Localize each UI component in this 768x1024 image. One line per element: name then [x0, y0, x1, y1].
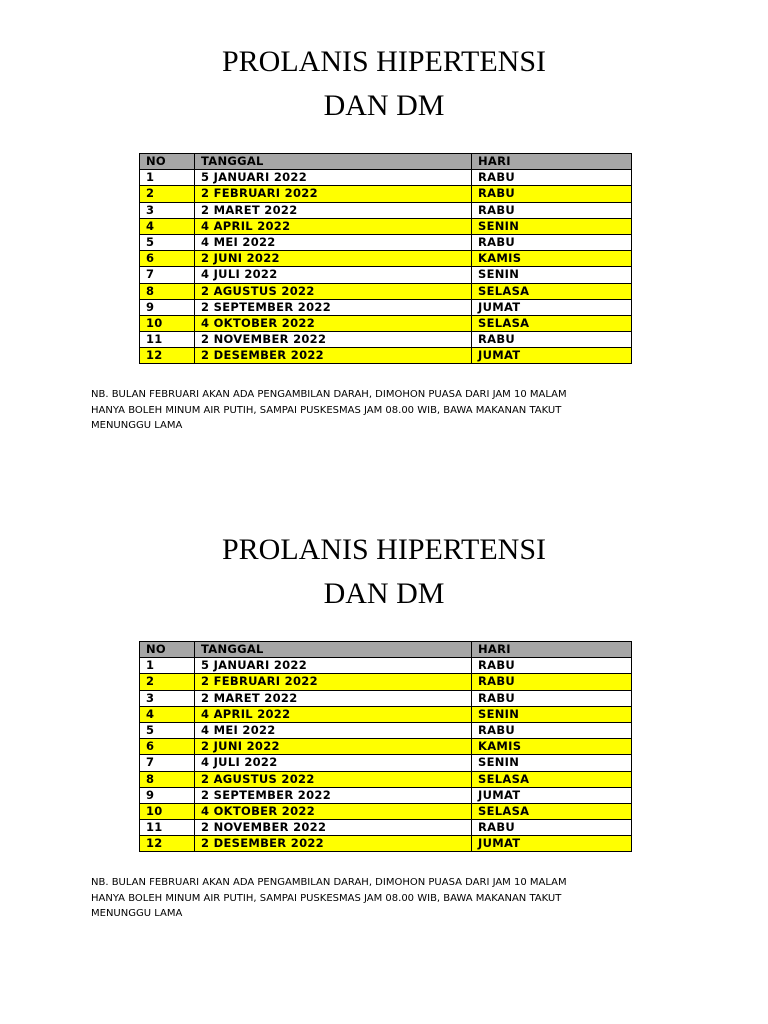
cell-hari: SELASA — [472, 283, 632, 299]
cell-no: 10 — [140, 803, 195, 819]
cell-no: 12 — [140, 836, 195, 852]
cell-no: 4 — [140, 218, 195, 234]
cell-tanggal: 2 DESEMBER 2022 — [195, 836, 472, 852]
cell-tanggal: 2 SEPTEMBER 2022 — [195, 787, 472, 803]
cell-tanggal: 2 MARET 2022 — [195, 202, 472, 218]
header-tanggal: TANGGAL — [195, 642, 472, 658]
cell-hari: JUMAT — [472, 787, 632, 803]
cell-no: 5 — [140, 234, 195, 250]
schedule-table — [139, 641, 632, 852]
cell-no: 9 — [140, 299, 195, 315]
note-text — [91, 875, 651, 922]
cell-no: 6 — [140, 251, 195, 267]
cell-hari: SENIN — [472, 267, 632, 283]
cell-hari: SELASA — [472, 803, 632, 819]
table-row — [140, 234, 632, 250]
table-row — [140, 820, 632, 836]
cell-hari: JUMAT — [472, 348, 632, 364]
cell-tanggal: 4 OKTOBER 2022 — [195, 803, 472, 819]
cell-hari: RABU — [472, 820, 632, 836]
cell-hari: JUMAT — [472, 836, 632, 852]
table-row — [140, 299, 632, 315]
note-line: HANYA BOLEH MINUM AIR PUTIH, SAMPAI PUSKESMAS JAM 08.00 WIB, BAWA MAKANAN TAKUT — [91, 404, 562, 416]
cell-no: 6 — [140, 739, 195, 755]
cell-no: 11 — [140, 820, 195, 836]
page-title-line1: PROLANIS HIPERTENSI — [221, 45, 547, 78]
cell-tanggal: 4 JULI 2022 — [195, 267, 472, 283]
cell-no: 11 — [140, 332, 195, 348]
note-line: HANYA BOLEH MINUM AIR PUTIH, SAMPAI PUSKESMAS JAM 08.00 WIB, BAWA MAKANAN TAKUT — [91, 892, 562, 904]
header-hari: HARI — [472, 154, 632, 170]
cell-no: 3 — [140, 202, 195, 218]
table-row — [140, 722, 632, 738]
cell-tanggal: 4 APRIL 2022 — [195, 218, 472, 234]
cell-no: 2 — [140, 186, 195, 202]
table-row — [140, 690, 632, 706]
table-row — [140, 771, 632, 787]
table-row — [140, 787, 632, 803]
page-title-line1: PROLANIS HIPERTENSI — [221, 533, 547, 566]
table-row — [140, 283, 632, 299]
note-line: NB. BULAN FEBRUARI AKAN ADA PENGAMBILAN DARAH, DIMOHON PUASA DARI JAM 10 MALAM — [91, 877, 567, 888]
cell-tanggal: 4 APRIL 2022 — [195, 706, 472, 722]
table-row — [140, 332, 632, 348]
cell-tanggal: 2 JUNI 2022 — [195, 739, 472, 755]
cell-hari: RABU — [472, 202, 632, 218]
table-row — [140, 836, 632, 852]
cell-hari: RABU — [472, 658, 632, 674]
cell-tanggal: 2 MARET 2022 — [195, 690, 472, 706]
table-row — [140, 803, 632, 819]
cell-tanggal: 4 MEI 2022 — [195, 722, 472, 738]
cell-hari: SELASA — [472, 771, 632, 787]
cell-tanggal: 2 AGUSTUS 2022 — [195, 283, 472, 299]
cell-no: 8 — [140, 771, 195, 787]
cell-tanggal: 5 JANUARI 2022 — [195, 658, 472, 674]
cell-hari: KAMIS — [472, 739, 632, 755]
cell-hari: SENIN — [472, 218, 632, 234]
cell-tanggal: 2 JUNI 2022 — [195, 251, 472, 267]
table-row — [140, 755, 632, 771]
table-row — [140, 315, 632, 331]
table-header-row — [140, 154, 632, 170]
table-row — [140, 348, 632, 364]
cell-tanggal: 2 AGUSTUS 2022 — [195, 771, 472, 787]
cell-hari: SENIN — [472, 755, 632, 771]
cell-hari: KAMIS — [472, 251, 632, 267]
header-no: NO — [140, 642, 195, 658]
cell-tanggal: 2 FEBRUARI 2022 — [195, 674, 472, 690]
cell-hari: JUMAT — [472, 299, 632, 315]
table-row — [140, 251, 632, 267]
cell-no: 1 — [140, 170, 195, 186]
table-row — [140, 218, 632, 234]
cell-no: 10 — [140, 315, 195, 331]
cell-tanggal: 4 JULI 2022 — [195, 755, 472, 771]
cell-hari: SENIN — [472, 706, 632, 722]
cell-hari: RABU — [472, 722, 632, 738]
cell-no: 5 — [140, 722, 195, 738]
page-title-line2: DAN DM — [323, 89, 445, 122]
cell-no: 2 — [140, 674, 195, 690]
cell-tanggal: 4 OKTOBER 2022 — [195, 315, 472, 331]
cell-no: 8 — [140, 283, 195, 299]
cell-tanggal: 2 SEPTEMBER 2022 — [195, 299, 472, 315]
table-row — [140, 186, 632, 202]
table-header-row — [140, 642, 632, 658]
schedule-table — [139, 153, 632, 364]
cell-no: 4 — [140, 706, 195, 722]
table-row — [140, 739, 632, 755]
cell-hari: RABU — [472, 170, 632, 186]
cell-hari: RABU — [472, 674, 632, 690]
cell-no: 7 — [140, 755, 195, 771]
note-line: MENUNGGU LAMA — [91, 420, 183, 431]
cell-hari: SELASA — [472, 315, 632, 331]
table-row — [140, 706, 632, 722]
page-title-line2: DAN DM — [323, 577, 445, 610]
cell-no: 1 — [140, 658, 195, 674]
note-line: MENUNGGU LAMA — [91, 908, 183, 919]
cell-tanggal: 2 NOVEMBER 2022 — [195, 332, 472, 348]
cell-no: 9 — [140, 787, 195, 803]
cell-hari: RABU — [472, 332, 632, 348]
cell-no: 7 — [140, 267, 195, 283]
cell-no: 3 — [140, 690, 195, 706]
note-line: NB. BULAN FEBRUARI AKAN ADA PENGAMBILAN DARAH, DIMOHON PUASA DARI JAM 10 MALAM — [91, 389, 567, 400]
header-hari: HARI — [472, 642, 632, 658]
table-row — [140, 170, 632, 186]
cell-tanggal: 5 JANUARI 2022 — [195, 170, 472, 186]
cell-no: 12 — [140, 348, 195, 364]
note-text — [91, 387, 651, 434]
cell-hari: RABU — [472, 234, 632, 250]
table-row — [140, 267, 632, 283]
table-row — [140, 202, 632, 218]
cell-tanggal: 2 DESEMBER 2022 — [195, 348, 472, 364]
cell-tanggal: 4 MEI 2022 — [195, 234, 472, 250]
cell-hari: RABU — [472, 186, 632, 202]
cell-hari: RABU — [472, 690, 632, 706]
table-row — [140, 674, 632, 690]
cell-tanggal: 2 FEBRUARI 2022 — [195, 186, 472, 202]
cell-tanggal: 2 NOVEMBER 2022 — [195, 820, 472, 836]
header-tanggal: TANGGAL — [195, 154, 472, 170]
table-row — [140, 658, 632, 674]
header-no: NO — [140, 154, 195, 170]
